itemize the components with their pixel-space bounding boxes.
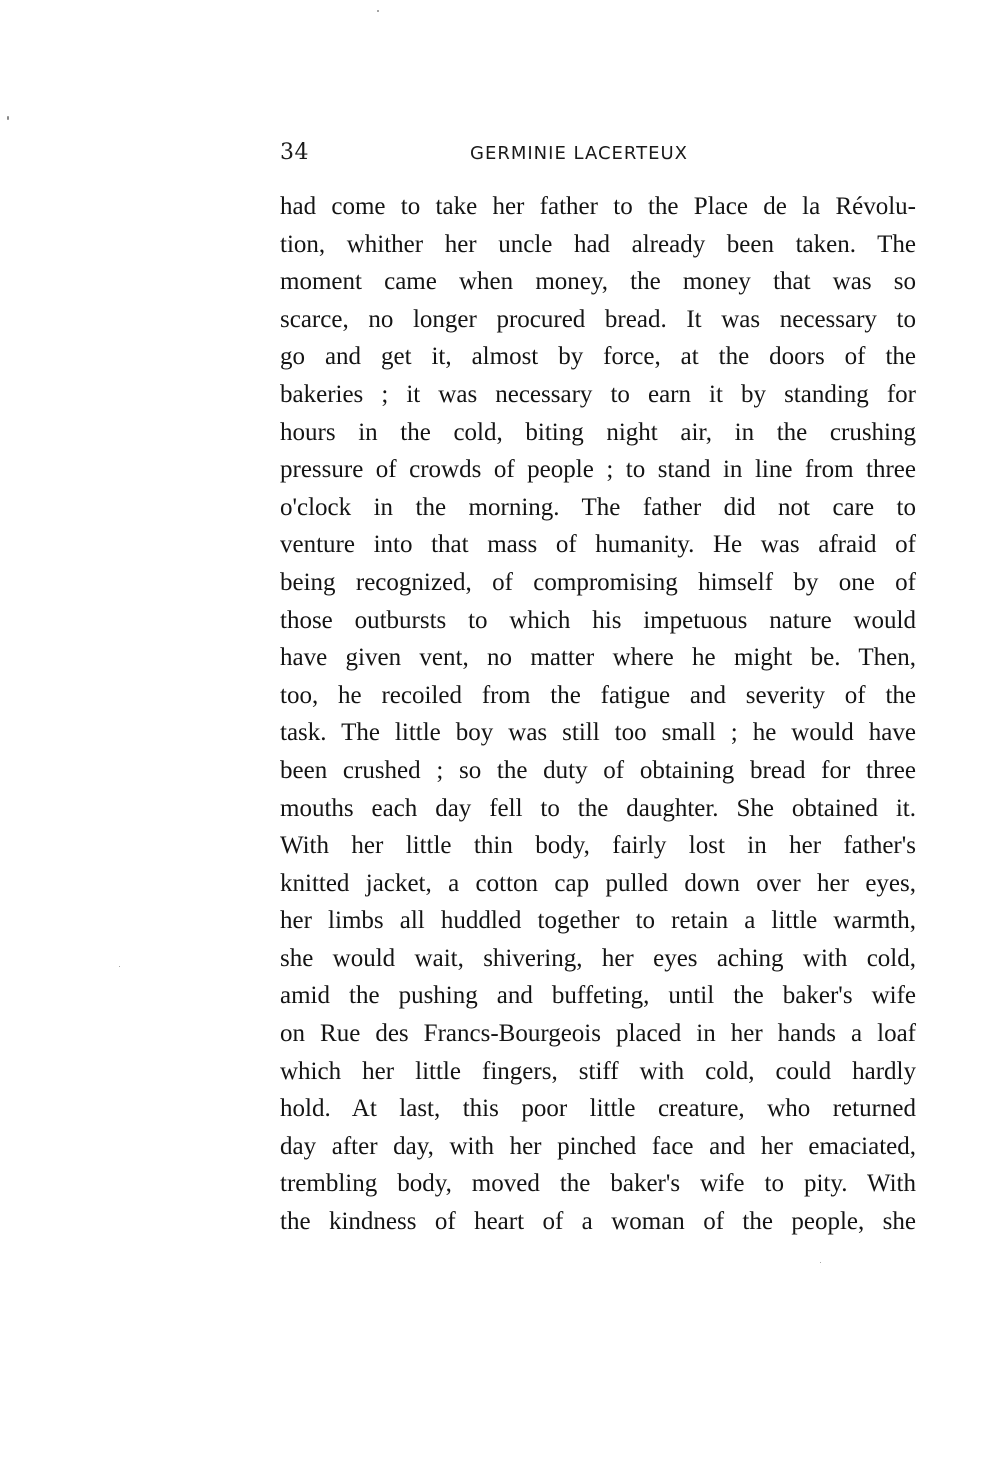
- text-line: on Rue des Francs-Bourgeois placed in her hands a loaf: [280, 1020, 916, 1048]
- text-line: the kindness of heart of a woman of the people, she: [280, 1208, 916, 1236]
- text-line: which her little fingers, stiff with cold, could hardly: [280, 1057, 916, 1085]
- text-line: too, he recoiled from the fatigue and severity of the: [280, 681, 916, 709]
- text-line: had come to take her father to the Place de la Révolu-: [280, 193, 916, 220]
- text-line: tion, whither her uncle had already been taken. The: [280, 230, 916, 258]
- text-line: scarce, no longer procured bread. It was necessary to: [280, 305, 916, 333]
- text-line: knitted jacket, a cotton cap pulled down over her eyes,: [280, 869, 916, 897]
- text-line: amid the pushing and buffeting, until the baker's wife: [280, 982, 916, 1010]
- text-line: been crushed ; so the duty of obtaining bread for three: [280, 756, 916, 784]
- scan-speck: [7, 116, 9, 120]
- page-header: [280, 140, 916, 170]
- text-line: pressure of crowds of people ; to stand in line from three: [280, 456, 916, 484]
- text-line: With her little thin body, fairly lost in her father's: [280, 832, 916, 860]
- body-text: [280, 188, 916, 1241]
- text-line: trembling body, moved the baker's wife to pity. With: [280, 1170, 916, 1198]
- text-line: bakeries ; it was necessary to earn it by standing for: [280, 380, 916, 408]
- text-line: mouths each day fell to the daughter. She obtained it.: [280, 794, 916, 822]
- scan-speck: [119, 966, 120, 967]
- text-line: go and get it, almost by force, at the doors of the: [280, 343, 916, 371]
- running-title: GERMINIE LACERTEUX: [470, 143, 688, 164]
- text-line: venture into that mass of humanity. He was afraid of: [280, 531, 916, 559]
- text-line: day after day, with her pinched face and her emaciated,: [280, 1132, 916, 1160]
- text-line: task. The little boy was still too small ; he would have: [280, 719, 916, 747]
- text-line: moment came when money, the money that was so: [280, 268, 916, 296]
- text-line: hours in the cold, biting night air, in the crushing: [280, 418, 916, 446]
- scan-speck: [820, 1262, 821, 1263]
- text-line: o'clock in the morning. The father did not care to: [280, 493, 916, 521]
- text-line: her limbs all huddled together to retain a little warmth,: [280, 907, 916, 935]
- text-line: those outbursts to which his impetuous nature would: [280, 606, 916, 634]
- scan-speck: [377, 10, 379, 12]
- text-line: hold. At last, this poor little creature, who returned: [280, 1095, 916, 1123]
- text-line: have given vent, no matter where he might be. Then,: [280, 644, 916, 672]
- text-line: being recognized, of compromising himself by one of: [280, 568, 916, 596]
- text-line: she would wait, shivering, her eyes aching with cold,: [280, 944, 916, 972]
- page-number: 34: [280, 140, 309, 165]
